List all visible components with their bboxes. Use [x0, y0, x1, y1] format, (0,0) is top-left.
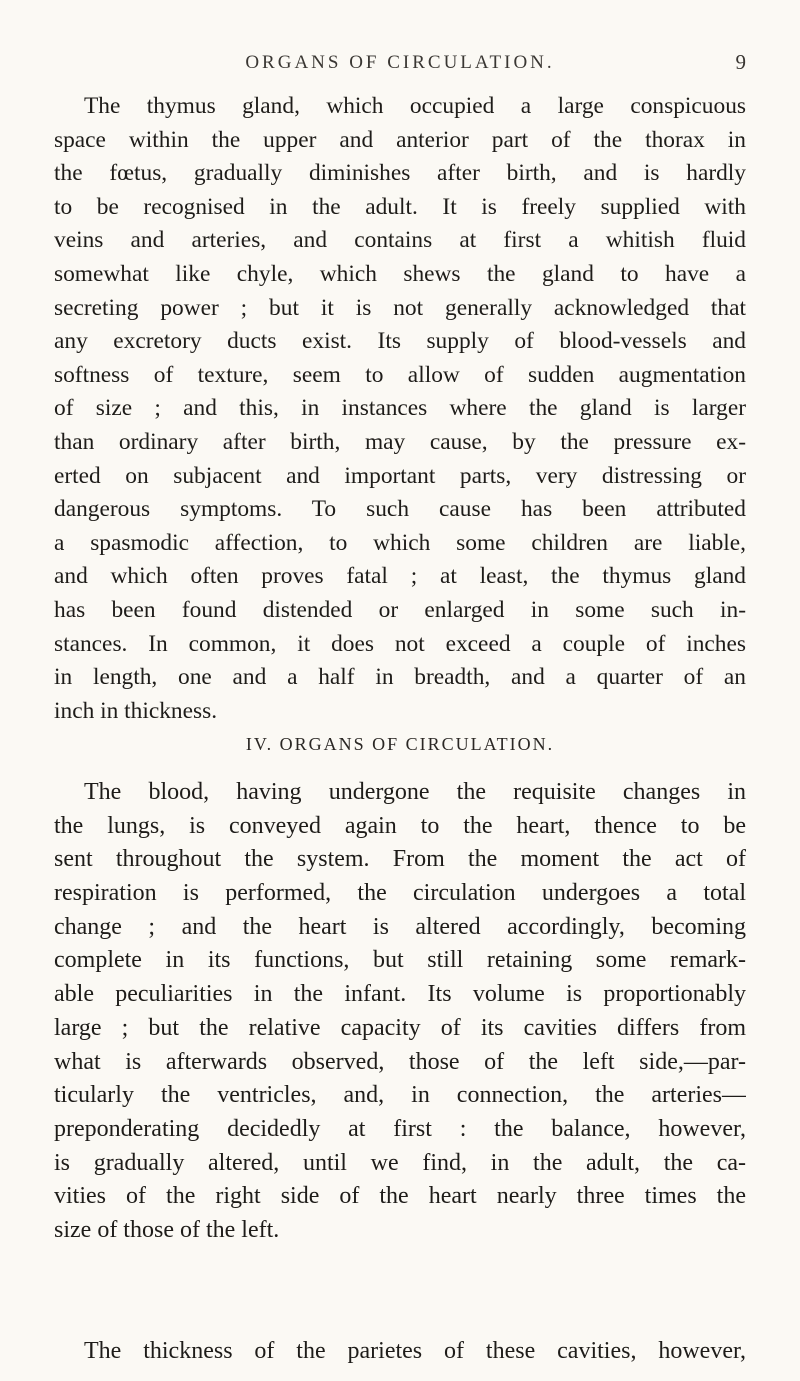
text-line: space within the upper and anterior part of the thorax in	[54, 126, 746, 153]
paragraph-blood	[54, 776, 746, 1248]
text-line: softness of texture, seem to allow of sudden augmentation	[54, 361, 746, 388]
text-line: erted on subjacent and important parts, very distressing or	[54, 462, 746, 489]
text-line: complete in its functions, but still retaining some remark-	[54, 947, 746, 974]
text-line: and which often proves fatal ; at least, the thymus gland	[54, 563, 746, 590]
text-line: dangerous symptoms. To such cause has been attributed	[54, 496, 746, 523]
text-line: of size ; and this, in instances where the gland is larger	[54, 395, 746, 422]
text-line: is gradually altered, until we find, in the adult, the ca-	[54, 1149, 746, 1176]
text-line: any excretory ducts exist. Its supply of blood-vessels and	[54, 328, 746, 355]
text-line: veins and arteries, and contains at first a whitish fluid	[54, 227, 746, 254]
text-line: has been found distended or enlarged in some such in-	[54, 596, 746, 623]
text-line: a spasmodic affection, to which some children are liable,	[54, 529, 746, 556]
page-number: 9	[735, 50, 746, 74]
section-heading: IV. ORGANS OF CIRCULATION.	[245, 734, 555, 754]
text-line: the fœtus, gradually diminishes after birth, and is hardly	[54, 160, 746, 187]
text-line: than ordinary after birth, may cause, by the pressure ex-	[54, 428, 746, 455]
running-title: ORGANS OF CIRCULATION.	[245, 52, 555, 73]
text-line: respiration is performed, the circulation undergoes a total	[54, 880, 746, 907]
text-line: inch in thickness.	[54, 697, 218, 724]
text-line: The blood, having undergone the requisite changes in	[84, 779, 746, 805]
text-line: secreting power ; but it is not generally acknowledged that	[54, 294, 746, 321]
text-line: in length, one and a half in breadth, and a quarter of an	[54, 664, 746, 691]
text-line: The thymus gland, which occupied a large conspicuous	[84, 93, 746, 119]
text-line: size of those of the left.	[54, 1216, 280, 1243]
text-line: what is afterwards observed, those of the left side,—par-	[54, 1048, 746, 1075]
text-line: The thickness of the parietes of these cavities, however,	[84, 1338, 746, 1364]
paragraph-thymus	[54, 90, 746, 728]
text-line: stances. In common, it does not exceed a couple of inches	[54, 630, 746, 657]
text-line: the lungs, is conveyed again to the heart, thence to be	[54, 812, 746, 839]
text-line: sent throughout the system. From the moment the act of	[54, 846, 746, 873]
text-line: able peculiarities in the infant. Its volume is proportionably	[54, 981, 746, 1008]
paragraph-parietes	[54, 1335, 746, 1369]
text-line: ticularly the ventricles, and, in connection, the arteries—	[54, 1082, 746, 1109]
text-line: change ; and the heart is altered accordingly, becoming	[54, 913, 746, 940]
text-line: vities of the right side of the heart nearly three times the	[54, 1183, 746, 1210]
text-line: to be recognised in the adult. It is freely supplied with	[54, 193, 746, 220]
text-line: large ; but the relative capacity of its cavities differs from	[54, 1014, 746, 1041]
text-line: somewhat like chyle, which shews the gland to have a	[54, 260, 746, 287]
running-head	[54, 52, 746, 82]
text-line: preponderating decidedly at first : the balance, however,	[54, 1115, 746, 1142]
